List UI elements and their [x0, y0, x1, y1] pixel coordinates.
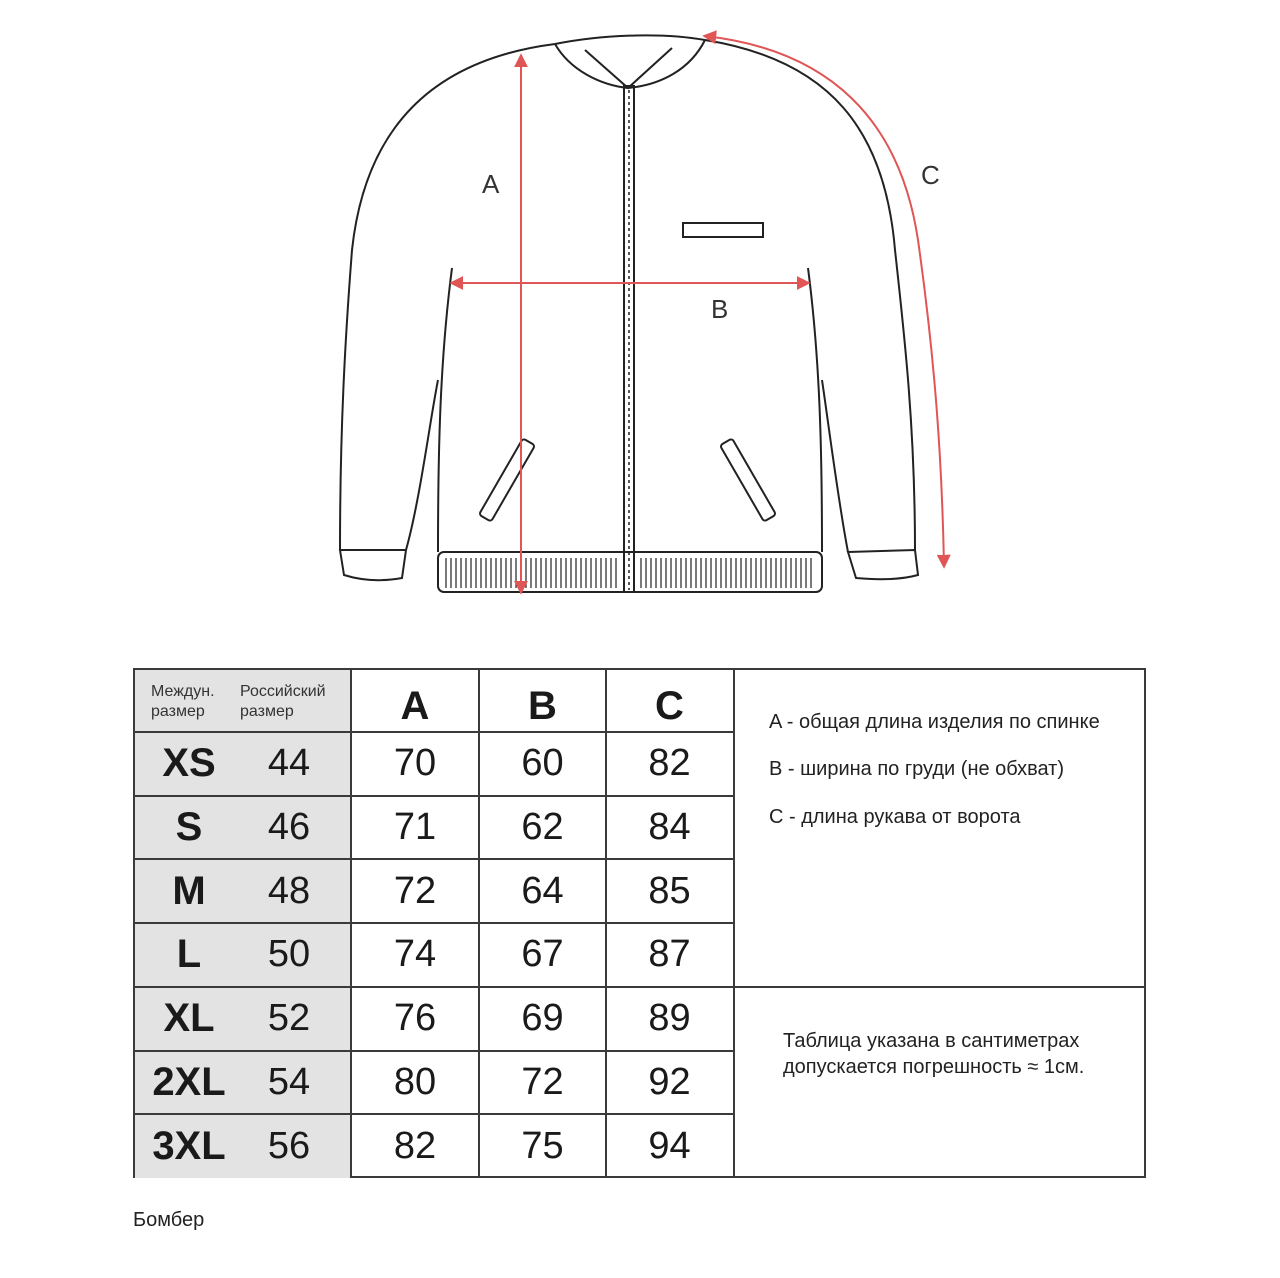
cell-a: 70 — [393, 742, 437, 785]
cell-c: 82 — [648, 742, 691, 785]
cell-b: 62 — [521, 806, 564, 849]
header-b: B — [528, 683, 557, 728]
cell-c: 92 — [648, 1060, 691, 1103]
size-table — [133, 668, 1146, 1178]
cell-ru: 46 — [267, 806, 311, 849]
legend-c: C - длина рукава от ворота — [769, 806, 1021, 828]
cell-intl: S — [175, 805, 203, 850]
cell-a: 76 — [393, 997, 437, 1040]
cell-b: 69 — [521, 997, 564, 1040]
legend-a: A - общая длина изделия по спинке — [769, 711, 1100, 733]
divider — [135, 922, 735, 924]
dimension-c-arrow — [705, 36, 944, 566]
header-ru-size — [240, 670, 350, 732]
divider — [135, 858, 735, 860]
cell-intl: XL — [163, 996, 215, 1041]
cell-ru: 52 — [267, 997, 311, 1040]
cell-b: 60 — [521, 742, 564, 785]
cell-a: 80 — [393, 1060, 437, 1103]
cell-intl: XS — [162, 741, 216, 786]
divider — [135, 795, 735, 797]
cell-b: 75 — [521, 1124, 564, 1167]
header-intl-size — [151, 670, 241, 732]
note-line-1: Таблица указана в сантиметрах — [783, 1030, 1080, 1052]
header-a: A — [400, 683, 430, 728]
dimension-a-label: A — [482, 169, 500, 199]
cell-ru: 56 — [267, 1124, 311, 1167]
header-ru-line2: размер — [240, 703, 294, 720]
cell-c: 87 — [648, 933, 691, 976]
cell-ru: 50 — [267, 933, 311, 976]
cell-ru: 44 — [267, 742, 311, 785]
cell-a: 82 — [393, 1124, 437, 1167]
cell-c: 84 — [648, 806, 691, 849]
cell-b: 67 — [521, 933, 564, 976]
divider — [135, 1113, 735, 1115]
cell-intl: 2XL — [152, 1059, 226, 1104]
cell-c: 89 — [648, 997, 691, 1040]
cell-b: 72 — [521, 1060, 564, 1103]
header-ru-line1: Российский — [240, 683, 326, 700]
cell-a: 72 — [393, 869, 437, 912]
divider — [135, 731, 735, 733]
dimension-b-label: B — [711, 294, 729, 324]
divider — [733, 986, 1146, 988]
jacket-outline — [340, 35, 918, 592]
cell-a: 71 — [393, 806, 437, 849]
cell-b: 64 — [521, 869, 564, 912]
legend-b: B - ширина по груди (не обхват) — [769, 758, 1064, 780]
cell-ru: 48 — [267, 869, 311, 912]
cell-intl: M — [172, 868, 206, 913]
divider — [135, 986, 735, 988]
cell-intl: 3XL — [152, 1123, 226, 1168]
note-line-2: допускается погрешность ≈ 1см. — [783, 1056, 1085, 1078]
header-intl-line1: Междун. — [151, 683, 215, 700]
header-intl-line2: размер — [151, 703, 205, 720]
cell-c: 94 — [648, 1124, 691, 1167]
cell-intl: L — [176, 932, 202, 977]
cell-c: 85 — [648, 869, 691, 912]
product-caption: Бомбер — [133, 1209, 205, 1231]
header-c: C — [655, 683, 684, 728]
cell-ru: 54 — [267, 1060, 311, 1103]
cell-a: 74 — [393, 933, 437, 976]
divider — [135, 1050, 735, 1052]
dimension-c-label: C — [921, 160, 940, 190]
